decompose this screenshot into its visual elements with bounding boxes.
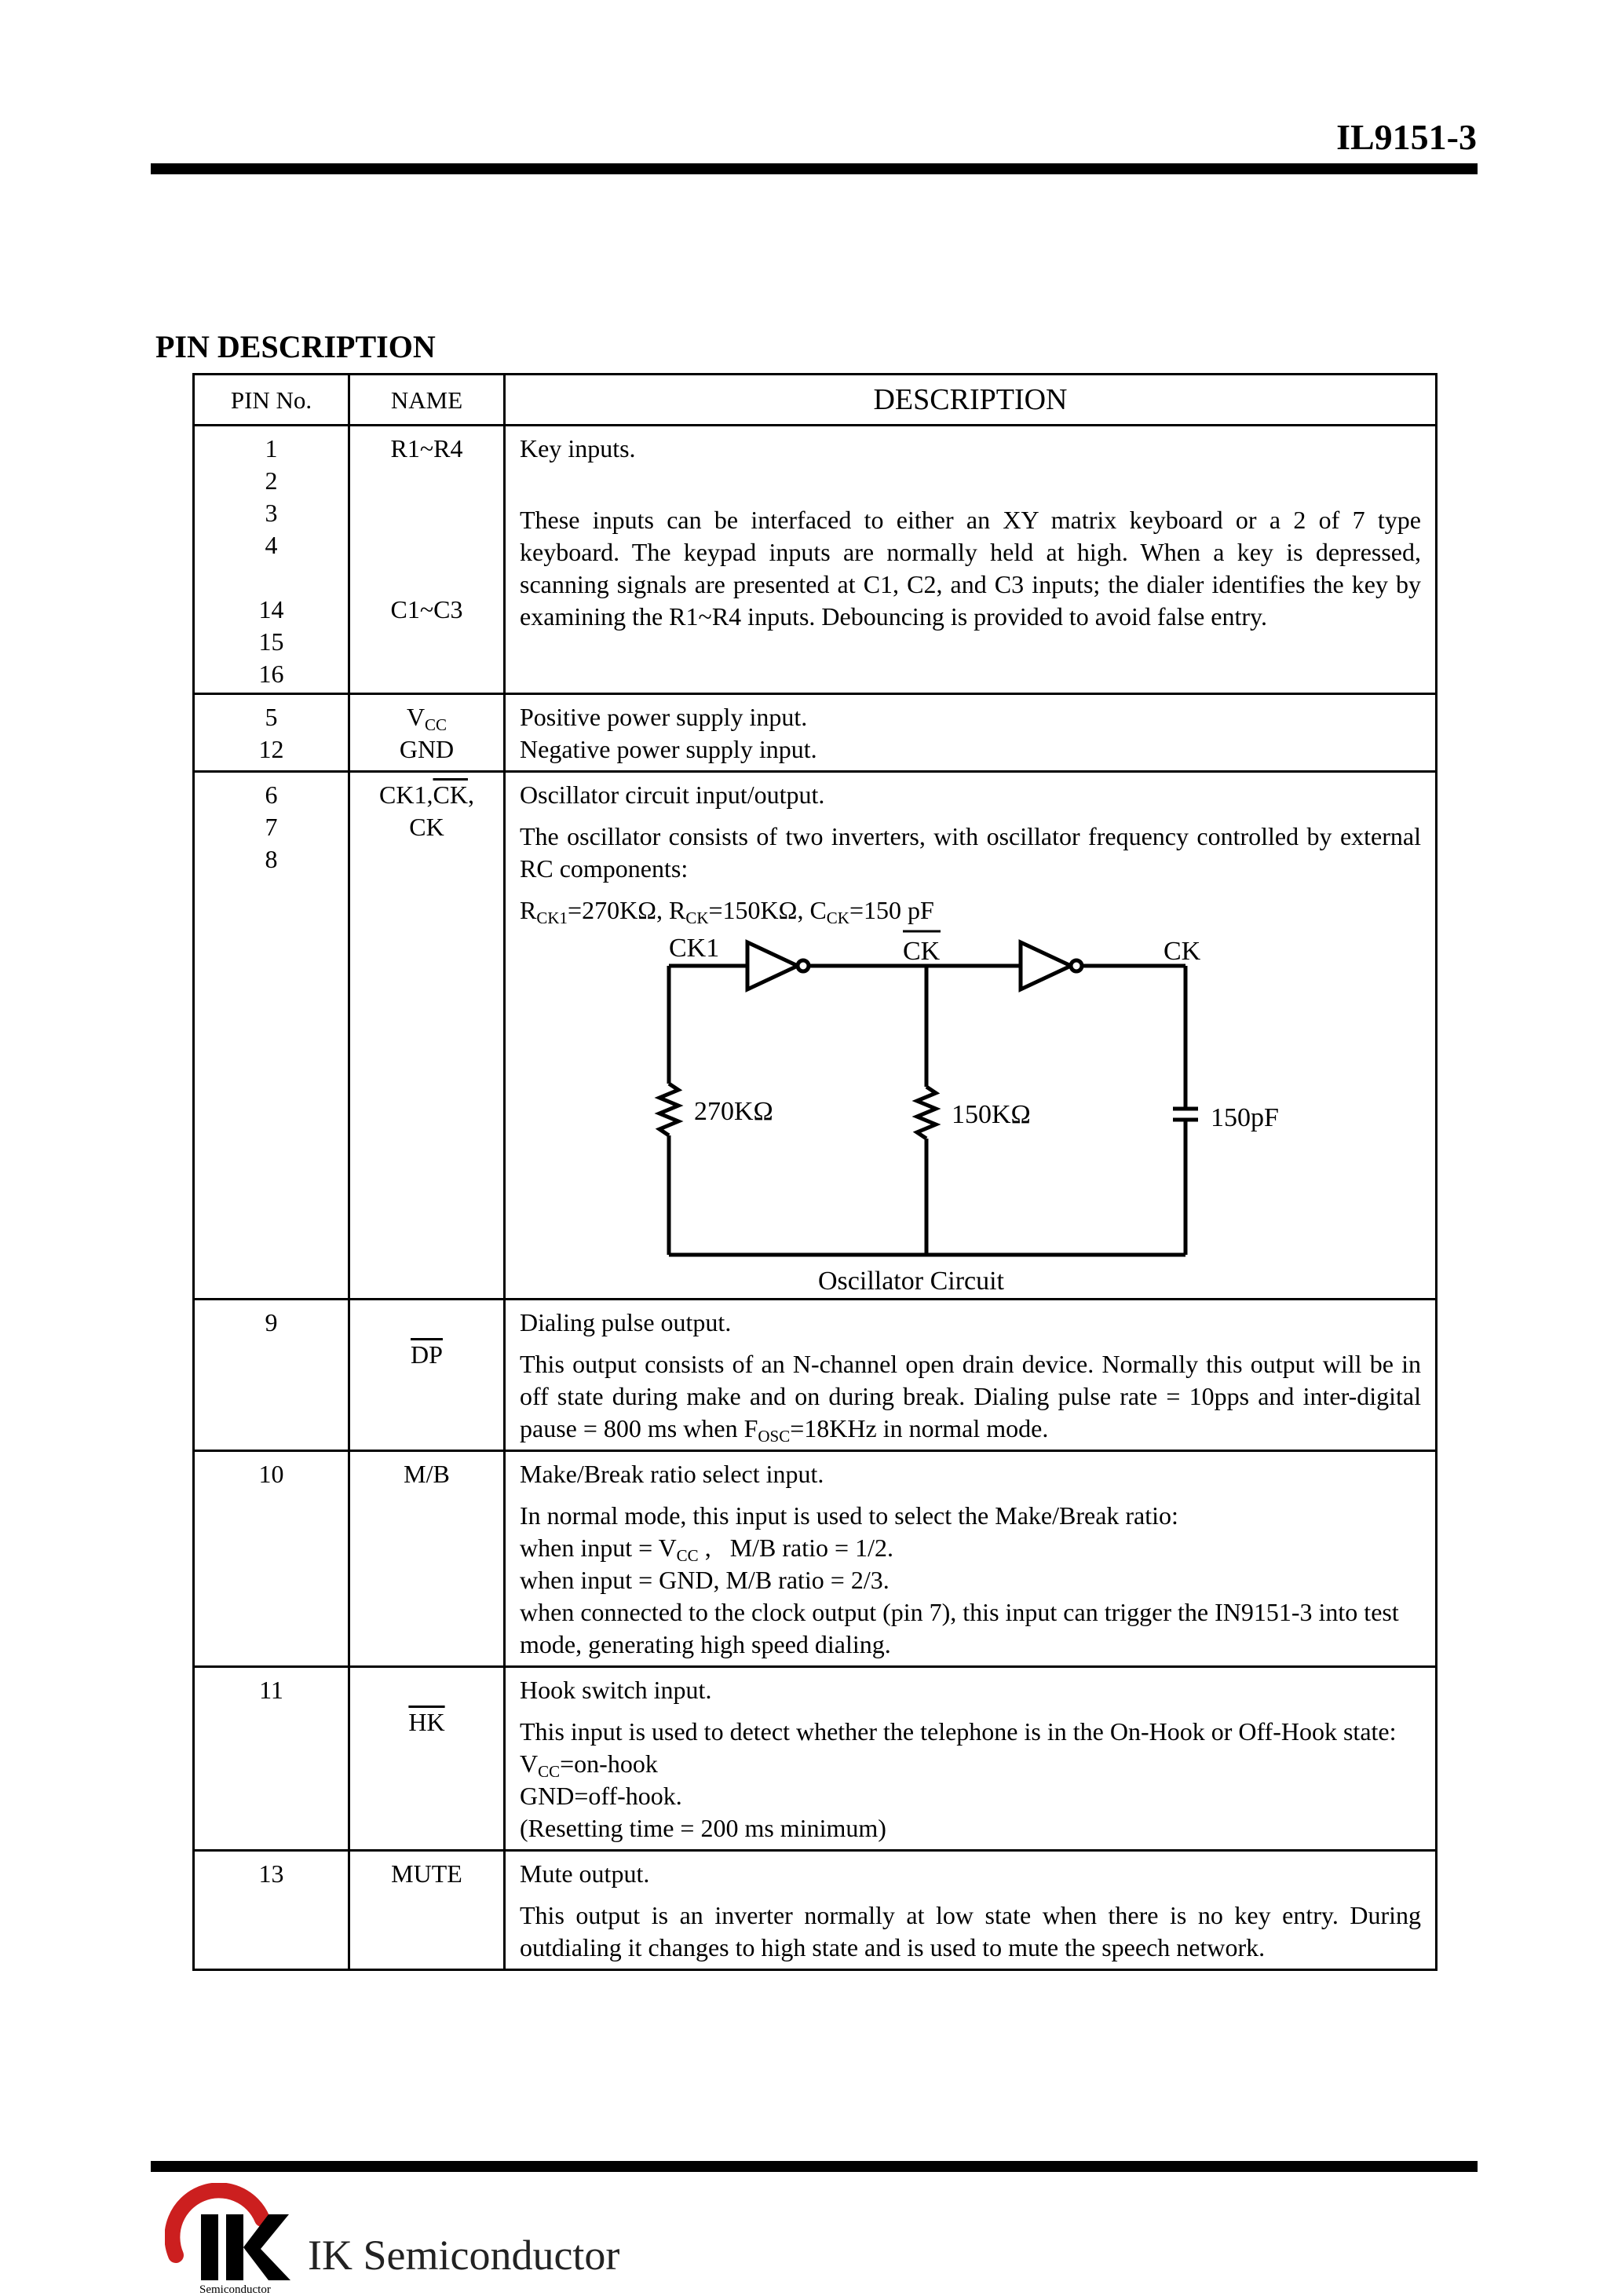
logo-i-glyph (201, 2214, 218, 2280)
description-cell (505, 1300, 1437, 1451)
description-body: This output is an inverter normally at low state when there is no key entry. During outdialing it changes to high state and is used to mute the speech network. (520, 1901, 1421, 1961)
pin-number: 2 (265, 466, 278, 495)
pin-number: 12 (258, 735, 284, 763)
description-line: GND=off-hook. (520, 1782, 682, 1810)
pin-name: R1~R4 (390, 434, 463, 462)
logo-subtext: Semiconductor (199, 2283, 271, 2296)
pin-number: 9 (265, 1308, 278, 1336)
pin-cell (194, 1851, 349, 1970)
section-title: PIN DESCRIPTION (155, 329, 436, 364)
name-cell (349, 1851, 505, 1970)
company-logo (165, 2183, 620, 2296)
label-r1-value: 270KΩ (694, 1097, 773, 1126)
pin-cell (194, 1667, 349, 1851)
label-ck: CK (1164, 937, 1201, 966)
description-line: Positive power supply input. (520, 703, 808, 731)
table-row (194, 426, 1437, 694)
circuit-caption: Oscillator Circuit (818, 1267, 1005, 1291)
pin-name: $CK1,\overline{CK}$, (379, 781, 474, 809)
pin-cell (194, 772, 349, 1300)
logo-k-stem-glyph (226, 2214, 243, 2280)
footer-rule (151, 2161, 1478, 2172)
table-row (194, 1667, 1437, 1851)
description-line: In normal mode, this input is used to select the Make/Break ratio: (520, 1501, 1178, 1530)
label-r2-value: 150KΩ (952, 1100, 1031, 1129)
description-line: Negative power supply input. (520, 735, 817, 763)
description-line: (Resetting time = 200 ms minimum) (520, 1814, 886, 1842)
label-ck-bar: CK (903, 937, 941, 966)
resistor-270k-symbol (659, 1084, 678, 1135)
pin-number: 14 (258, 595, 284, 623)
pin-name: $\overline{DP}$ (411, 1340, 443, 1369)
pin-name: $\overline{HK}$ (408, 1708, 445, 1736)
pin-name: $V_{CC}$ (406, 703, 448, 734)
pin-cell (194, 1300, 349, 1451)
pin-number: 13 (258, 1859, 284, 1888)
name-cell (349, 426, 505, 694)
description-title: Oscillator circuit input/output. (520, 781, 825, 809)
name-cell (349, 772, 505, 1300)
description-title: Make/Break ratio select input. (520, 1460, 824, 1488)
description-title: Mute output. (520, 1859, 650, 1888)
name-cell (349, 694, 505, 772)
pin-name: MUTE (391, 1859, 462, 1888)
pin-number: 16 (258, 660, 284, 688)
description-cell (505, 1451, 1437, 1667)
description-cell (505, 1667, 1437, 1851)
table-row (194, 1300, 1437, 1451)
pin-number: 6 (265, 781, 278, 809)
header-description: DESCRIPTION (505, 375, 1437, 426)
inverter-1-bubble (798, 960, 809, 971)
description-cell (505, 694, 1437, 772)
name-cell (349, 1667, 505, 1851)
document-id: IL9151-3 (1336, 117, 1477, 157)
name-cell (349, 1300, 505, 1451)
pin-number: 4 (265, 531, 278, 559)
pin-number: 15 (258, 627, 284, 656)
table-row (194, 1851, 1437, 1970)
label-c1-value: 150pF (1211, 1103, 1279, 1132)
table-row (194, 772, 1437, 1300)
pin-name: GND (399, 735, 455, 763)
header-name: NAME (349, 375, 505, 426)
description-line: This input is used to detect whether the telephone is in the On-Hook or Off-Hook state: (520, 1717, 1397, 1746)
pin-cell (194, 1451, 349, 1667)
rc-values: $R_{CK1}=270K\Omega$, $R_{CK}=150K\Omega$, $C_{CK}=150$ pF (520, 896, 934, 927)
description-body: This output consists of an N-channel open drain device. Normally this output will be in off state during make and on during break. Dialing pulse rate = 10pps and inter-digital pause = 800 ms when $F_{OSC}=18KHz$ in normal mode. (520, 1350, 1421, 1446)
resistor-150k-symbol (917, 1087, 936, 1139)
pin-number: 5 (265, 703, 278, 731)
description-title: Hook switch input. (520, 1676, 712, 1704)
description-title: Key inputs. (520, 434, 636, 462)
pin-cell (194, 694, 349, 772)
oscillator-circuit-diagram (520, 930, 1305, 1291)
description-body: These inputs can be interfaced to either an XY matrix keyboard or a 2 of 7 type keyboard. The keypad inputs are normally held at high. When a key is depressed, scanning signals are presented at C1, C2, and C3 inputs; the dialer identifies the key by examining the R1~R4 inputs. Debouncing is provided to avoid false entry. (520, 506, 1421, 631)
header-rule (151, 163, 1478, 174)
description-line: $V_{CC}=on$-hook (520, 1749, 658, 1781)
inverter-2-symbol (1021, 942, 1071, 989)
inverter-1-symbol (747, 942, 798, 989)
label-ck1: CK1 (669, 934, 720, 963)
logo-k-arm-glyph (243, 2214, 290, 2280)
table-header-row (194, 375, 1437, 426)
inverter-2-bubble (1071, 960, 1082, 971)
pin-number: 11 (259, 1676, 283, 1704)
pin-number: 8 (265, 845, 278, 873)
pin-number: 1 (265, 434, 278, 462)
pin-cell (194, 426, 349, 694)
description-line: when input = GND, M/B ratio = 2/3. (520, 1566, 890, 1594)
description-cell (505, 426, 1437, 694)
company-name: IK Semiconductor (308, 2232, 620, 2279)
pin-number: 7 (265, 813, 278, 841)
table-row (194, 694, 1437, 772)
description-cell (505, 1851, 1437, 1970)
pin-number: 10 (258, 1460, 284, 1488)
name-cell (349, 1451, 505, 1667)
description-line: when input = $V_{CC}$ , M/B ratio = 1/2. (520, 1534, 893, 1565)
description-cell (505, 772, 1437, 1300)
description-body: The oscillator consists of two inverters, with oscillator frequency controlled by external RC components: (520, 822, 1421, 883)
table-row (194, 1451, 1437, 1667)
description-line: when connected to the clock output (pin 7), this input can trigger the IN9151-3 into test mode, generating high speed dialing. (520, 1598, 1399, 1658)
pin-number: 3 (265, 499, 278, 527)
pin-name: C1~C3 (390, 595, 463, 623)
description-title: Dialing pulse output. (520, 1308, 732, 1336)
pin-name: CK (409, 813, 444, 841)
pin-name: M/B (404, 1460, 450, 1488)
pin-description-table (192, 373, 1438, 1971)
header-pin-no: PIN No. (194, 375, 349, 426)
